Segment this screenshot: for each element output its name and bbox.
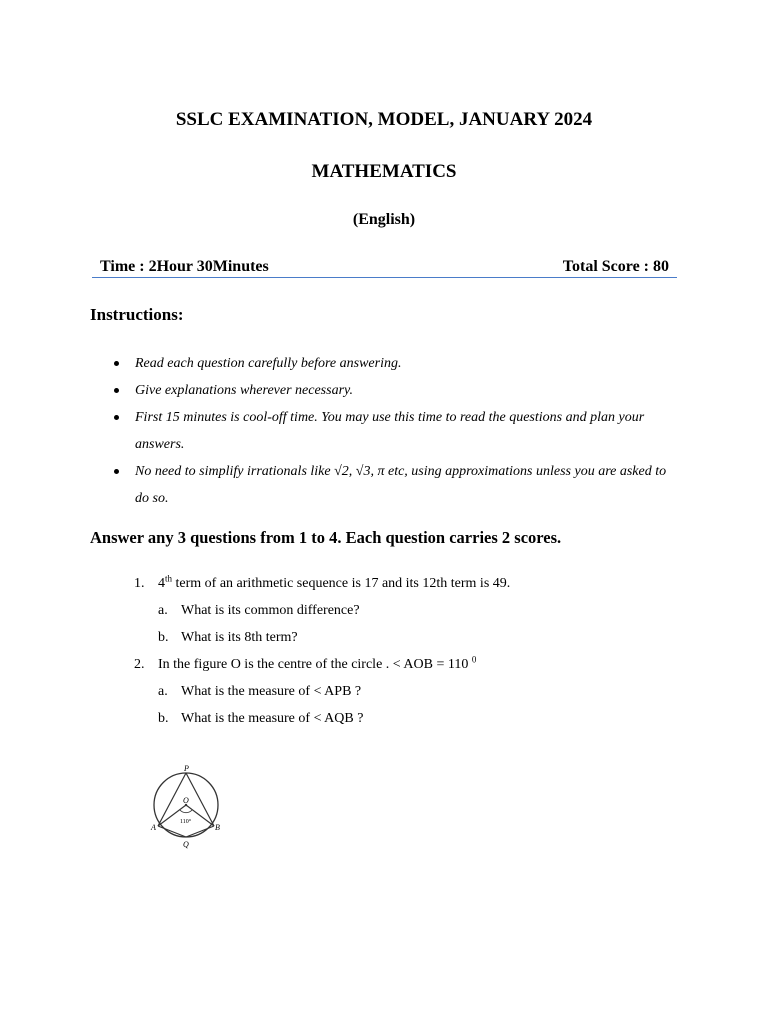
time-score-row bbox=[92, 258, 677, 278]
bullet-icon bbox=[114, 415, 119, 420]
section-heading: Answer any 3 questions from 1 to 4. Each question carries 2 scores. bbox=[90, 528, 562, 547]
question-number: 2. bbox=[134, 657, 145, 672]
label-b: B bbox=[215, 823, 220, 832]
question-1-part-a: a. What is its common difference? bbox=[158, 603, 360, 618]
label-a: A bbox=[151, 823, 156, 832]
instructions-list bbox=[112, 350, 672, 512]
label-angle: 110° bbox=[180, 819, 192, 825]
question-2-part-a: a. What is the measure of < APB ? bbox=[158, 684, 362, 699]
instructions-heading: Instructions: bbox=[90, 305, 184, 324]
label-q: Q bbox=[183, 840, 189, 849]
circle-figure bbox=[136, 760, 236, 860]
bullet-icon bbox=[114, 469, 119, 474]
question-2-part-b: b. What is the measure of < AQB ? bbox=[158, 711, 364, 726]
instruction-item: First 15 minutes is cool-off time. You may use this time to read the questions and plan your answers. bbox=[112, 404, 672, 458]
question-text: In the figure O is the centre of the circle . < AOB = 110 $^0$ bbox=[158, 654, 477, 672]
angle-arc bbox=[180, 810, 192, 813]
time-label: Time : 2Hour 30Minutes bbox=[100, 258, 269, 275]
label-o: O bbox=[183, 796, 189, 805]
bullet-icon bbox=[114, 388, 119, 393]
label-p: P bbox=[184, 764, 189, 773]
question-1-part-b: b. What is its 8th term? bbox=[158, 630, 298, 645]
language-label: (English) bbox=[352, 211, 416, 228]
bullet-icon bbox=[114, 361, 119, 366]
question-number: 1. bbox=[134, 576, 145, 591]
line-bq bbox=[186, 826, 214, 837]
line-aq bbox=[158, 826, 186, 837]
question-1 bbox=[134, 573, 694, 600]
question-2 bbox=[134, 654, 694, 681]
instruction-item: Read each question carefully before answering. bbox=[112, 350, 672, 377]
subject-title: MATHEMATICS bbox=[311, 161, 457, 182]
exam-title: SSLC EXAMINATION, MODEL, JANUARY 2024 bbox=[175, 109, 593, 130]
instruction-item: Give explanations wherever necessary. bbox=[112, 377, 672, 404]
instruction-item: No need to simplify irrationals like √2, √3, π etc, using approximations unless you are asked to do so. bbox=[112, 458, 672, 512]
question-list bbox=[134, 573, 694, 735]
question-text: 4th term of an arithmetic sequence is 17 and its 12th term is 49. bbox=[158, 573, 511, 591]
total-score-label: Total Score : 80 bbox=[562, 258, 669, 275]
